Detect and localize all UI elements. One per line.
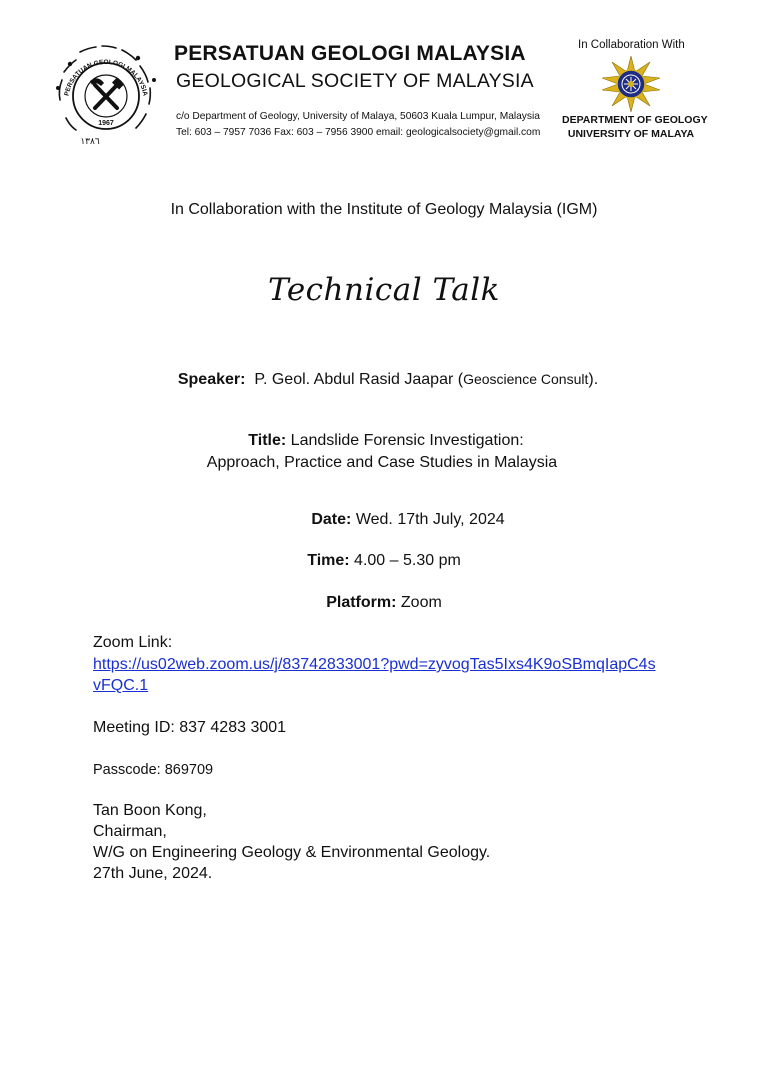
logo-year: 1967 [98,120,114,127]
passcode: Passcode: 869709 [93,762,214,778]
logo-ring-text: PERSATUAN GEOLOGI MALAYSIA [63,58,149,97]
speaker-name: P. Geol. Abdul Rasid Jaapar ( [254,371,464,388]
speaker-label: Speaker: [177,371,246,388]
speaker-line [4,371,768,389]
speaker-suffix: ). [588,371,599,388]
org-name-english: GEOLOGICAL SOCIETY OF MALAYSIA [176,70,534,92]
svg-text:PERSATUAN GEOLOGI MALAYSIA [63,59,148,97]
zoom-link-continued[interactable]: vFQC.1 [93,677,149,694]
department-name: DEPARTMENT OF GEOLOGY [562,114,708,126]
geological-society-logo [50,40,162,152]
title-label: Title: [248,432,287,449]
time-label: Time: [307,552,350,569]
org-address: c/o Department of Geology, University of Malaya, 50603 Kuala Lumpur, Malaysia [176,111,540,122]
university-emblem-icon [598,56,664,112]
logo-emblem-icon [50,40,162,152]
signature-date: 27th June, 2024. [93,865,213,882]
zoom-link-label: Zoom Link: [93,634,173,651]
date-line [24,511,768,529]
university-logo [598,56,664,112]
signatory-role: Chairman, [93,823,167,840]
org-contact: Tel: 603 – 7957 7036 Fax: 603 – 7956 3900 email: geologicalsociety@gmail.com [176,127,541,138]
time-line [0,552,768,570]
title-line-1 [2,432,768,450]
university-name: UNIVERSITY OF MALAYA [567,128,695,140]
platform-line [0,594,768,612]
title-text-1: Landslide Forensic Investigation: [290,432,524,449]
meeting-id: Meeting ID: 837 4283 3001 [93,719,287,736]
date-value: Wed. 17th July, 2024 [355,511,505,528]
time-value: 4.00 – 5.30 pm [354,552,461,569]
signatory-name: Tan Boon Kong, [93,802,207,819]
collaboration-label: In Collaboration With [578,39,685,51]
zoom-link[interactable]: https://us02web.zoom.us/j/83742833001?pwd=zyvogTas5Ixs4K9oSBmqIapC4s [93,656,656,673]
title-text-2: Approach, Practice and Case Studies in Malaysia [206,454,558,471]
talk-title: Technical Talk [268,272,500,308]
igm-collaboration-line: In Collaboration with the Institute of Geology Malaysia (IGM) [170,201,598,218]
date-label: Date: [311,511,352,528]
signatory-group: W/G on Engineering Geology & Environmental Geology. [93,844,491,861]
org-name-malay: PERSATUAN GEOLOGI MALAYSIA [174,42,526,65]
platform-value: Zoom [400,594,442,611]
logo-jawi-year: ١٣٨٦ [80,137,100,147]
speaker-affiliation: Geoscience Consult [463,371,589,387]
platform-label: Platform: [326,594,397,611]
